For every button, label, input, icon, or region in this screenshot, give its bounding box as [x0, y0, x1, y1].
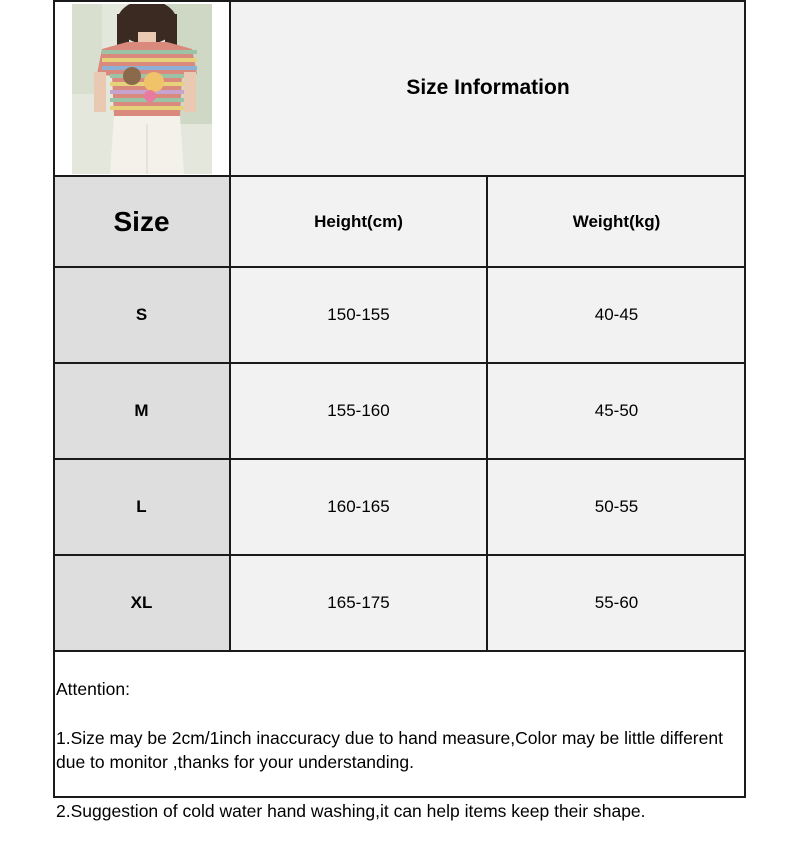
product-photo-drawing: [72, 4, 212, 174]
page-title: Size Information: [406, 76, 570, 99]
table-row-height: [230, 555, 487, 651]
header-size: [53, 176, 230, 267]
divider: [53, 0, 55, 798]
weight-value: 50-55: [594, 497, 639, 516]
height-value: 160-165: [327, 497, 390, 516]
divider: [53, 362, 746, 364]
table-row-weight: [487, 459, 746, 555]
table-row-size: [53, 363, 230, 459]
table-row-weight: [487, 267, 746, 363]
table-row-size: [53, 555, 230, 651]
divider: [744, 0, 746, 798]
weight-value: 45-50: [594, 401, 639, 420]
header-weight: [487, 176, 746, 267]
attention-line-2: 2.Suggestion of cold water hand washing,it can help items keep their shape.: [56, 801, 646, 821]
size-label: M: [134, 401, 149, 420]
height-value: 150-155: [327, 305, 390, 324]
divider: [53, 796, 746, 798]
height-value: 165-175: [327, 593, 390, 612]
attention-line-1: 1.Size may be 2cm/1inch inaccuracy due to hand measure,Color may be little different due to monitor ,thanks for your understanding.: [56, 727, 723, 772]
divider: [53, 458, 746, 460]
divider: [229, 0, 231, 651]
table-row-size: [53, 267, 230, 363]
size-label: S: [135, 305, 148, 324]
divider: [53, 0, 746, 2]
height-value: 155-160: [327, 401, 390, 420]
divider: [53, 175, 746, 177]
table-row-height: [230, 459, 487, 555]
weight-value: 40-45: [594, 305, 639, 324]
table-row-size: [53, 459, 230, 555]
divider: [53, 554, 746, 556]
size-chart: [53, 0, 746, 821]
attention-notes: [56, 652, 742, 848]
size-label: XL: [130, 593, 153, 612]
header-height: [230, 176, 487, 267]
table-row-weight: [487, 555, 746, 651]
divider: [486, 176, 488, 651]
divider: [53, 650, 746, 652]
attention-heading: Attention:: [56, 678, 130, 699]
table-row-height: [230, 267, 487, 363]
table-row-height: [230, 363, 487, 459]
table-row-weight: [487, 363, 746, 459]
size-label: L: [136, 497, 147, 516]
title-cell: [230, 0, 746, 176]
header-weight-label: Weight(kg): [572, 211, 661, 231]
header-size-label: Size: [113, 205, 170, 237]
weight-value: 55-60: [594, 593, 639, 612]
header-height-label: Height(cm): [314, 211, 403, 231]
product-photo: [72, 4, 212, 174]
divider: [53, 266, 746, 268]
